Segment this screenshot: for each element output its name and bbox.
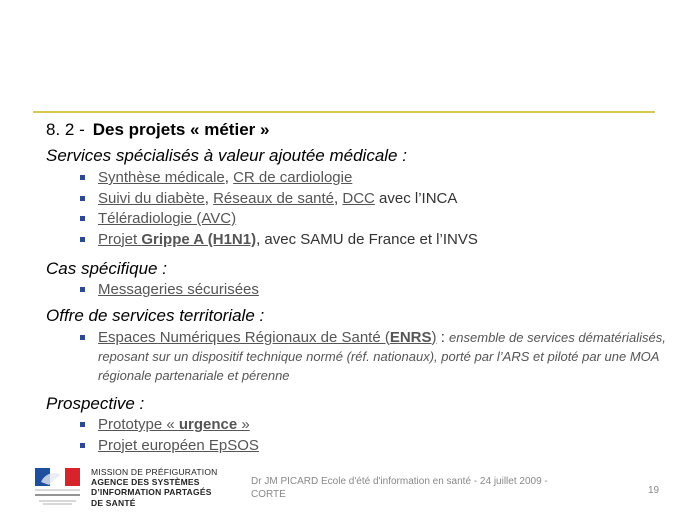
link-teleradiologie[interactable]: Téléradiologie (AVC) xyxy=(98,210,237,227)
bullet-icon xyxy=(80,237,85,242)
heading-title: Des projets « métier » xyxy=(92,120,270,139)
bullet-icon xyxy=(80,196,85,201)
title-divider xyxy=(33,111,655,113)
link-suivi-diabete[interactable]: Suivi du diabète xyxy=(98,189,205,207)
link-reseaux-sante[interactable]: Réseaux de santé xyxy=(213,189,335,207)
section-title-cas-specifique: Cas spécifique : xyxy=(46,259,167,278)
agency-logo-text: MISSION DE PRÉFIGURATION AGENCE DES SYSTÈMES D’INFORMATION PARTAGÉS DE SANTÉ xyxy=(91,467,218,508)
link-messageries[interactable]: Messageries sécurisées xyxy=(98,281,259,298)
link-prototype-urgence[interactable]: Prototype « urgence » xyxy=(98,416,250,433)
bullet-icon xyxy=(80,216,85,221)
section-title-offre: Offre de services territoriale : xyxy=(46,306,265,325)
bullet-icon xyxy=(80,422,85,427)
link-epsos[interactable]: Projet européen EpSOS xyxy=(98,436,259,454)
heading-number: 8. 2 - xyxy=(46,120,85,139)
cas-list xyxy=(80,280,259,301)
list-item: Suivi du diabète, Réseaux de santé, DCC avec l’INCA xyxy=(80,189,478,210)
link-enrs[interactable]: Espaces Numériques Régionaux de Santé (ENRS) xyxy=(98,329,437,346)
section-title-prospective: Prospective : xyxy=(46,394,145,413)
flag-red-band xyxy=(65,468,80,486)
link-dcc[interactable]: DCC xyxy=(342,189,375,207)
bullet-icon xyxy=(80,175,85,180)
bullet-icon xyxy=(80,287,85,292)
enrs-description: ensemble de services dématérialisés, reposant sur un dispositif technique normé (réf. nationaux), porté par l’ARS et piloté par une MOA régionale partenariale et pérenne xyxy=(98,330,666,383)
list-item: Espaces Numériques Régionaux de Santé (ENRS) : ensemble de services dématérialisés, reposant sur un dispositif technique normé (réf. nationaux), porté par l’ARS et piloté par une MOA régionale partenariale et pérenne xyxy=(80,328,668,385)
link-projet-grippe[interactable]: Projet Grippe A (H1N1) xyxy=(98,230,257,248)
page-number: 19 xyxy=(648,485,660,496)
republique-francaise-logo xyxy=(31,467,83,507)
offre-list xyxy=(80,328,668,385)
section-title-services: Services spécialisés à valeur ajoutée médicale : xyxy=(46,146,407,165)
list-item xyxy=(80,436,259,457)
services-list xyxy=(80,168,478,250)
list-item xyxy=(80,280,259,301)
footer-author: Dr JM PICARD Ecole d'été d'information en santé - 24 juillet 2009 - CORTE xyxy=(251,476,548,500)
slide-heading xyxy=(46,120,269,140)
prospective-list xyxy=(80,415,259,456)
list-item: Projet Grippe A (H1N1), avec SAMU de France et l’INVS xyxy=(80,230,478,251)
bullet-icon xyxy=(80,443,85,448)
link-cr-cardiologie[interactable]: CR de cardiologie xyxy=(233,169,353,186)
link-synthese-medicale[interactable]: Synthèse médicale xyxy=(98,169,225,186)
list-item xyxy=(80,209,478,230)
list-item xyxy=(80,415,259,436)
bullet-icon xyxy=(80,335,85,340)
list-item: Synthèse médicale, CR de cardiologie xyxy=(80,168,478,189)
